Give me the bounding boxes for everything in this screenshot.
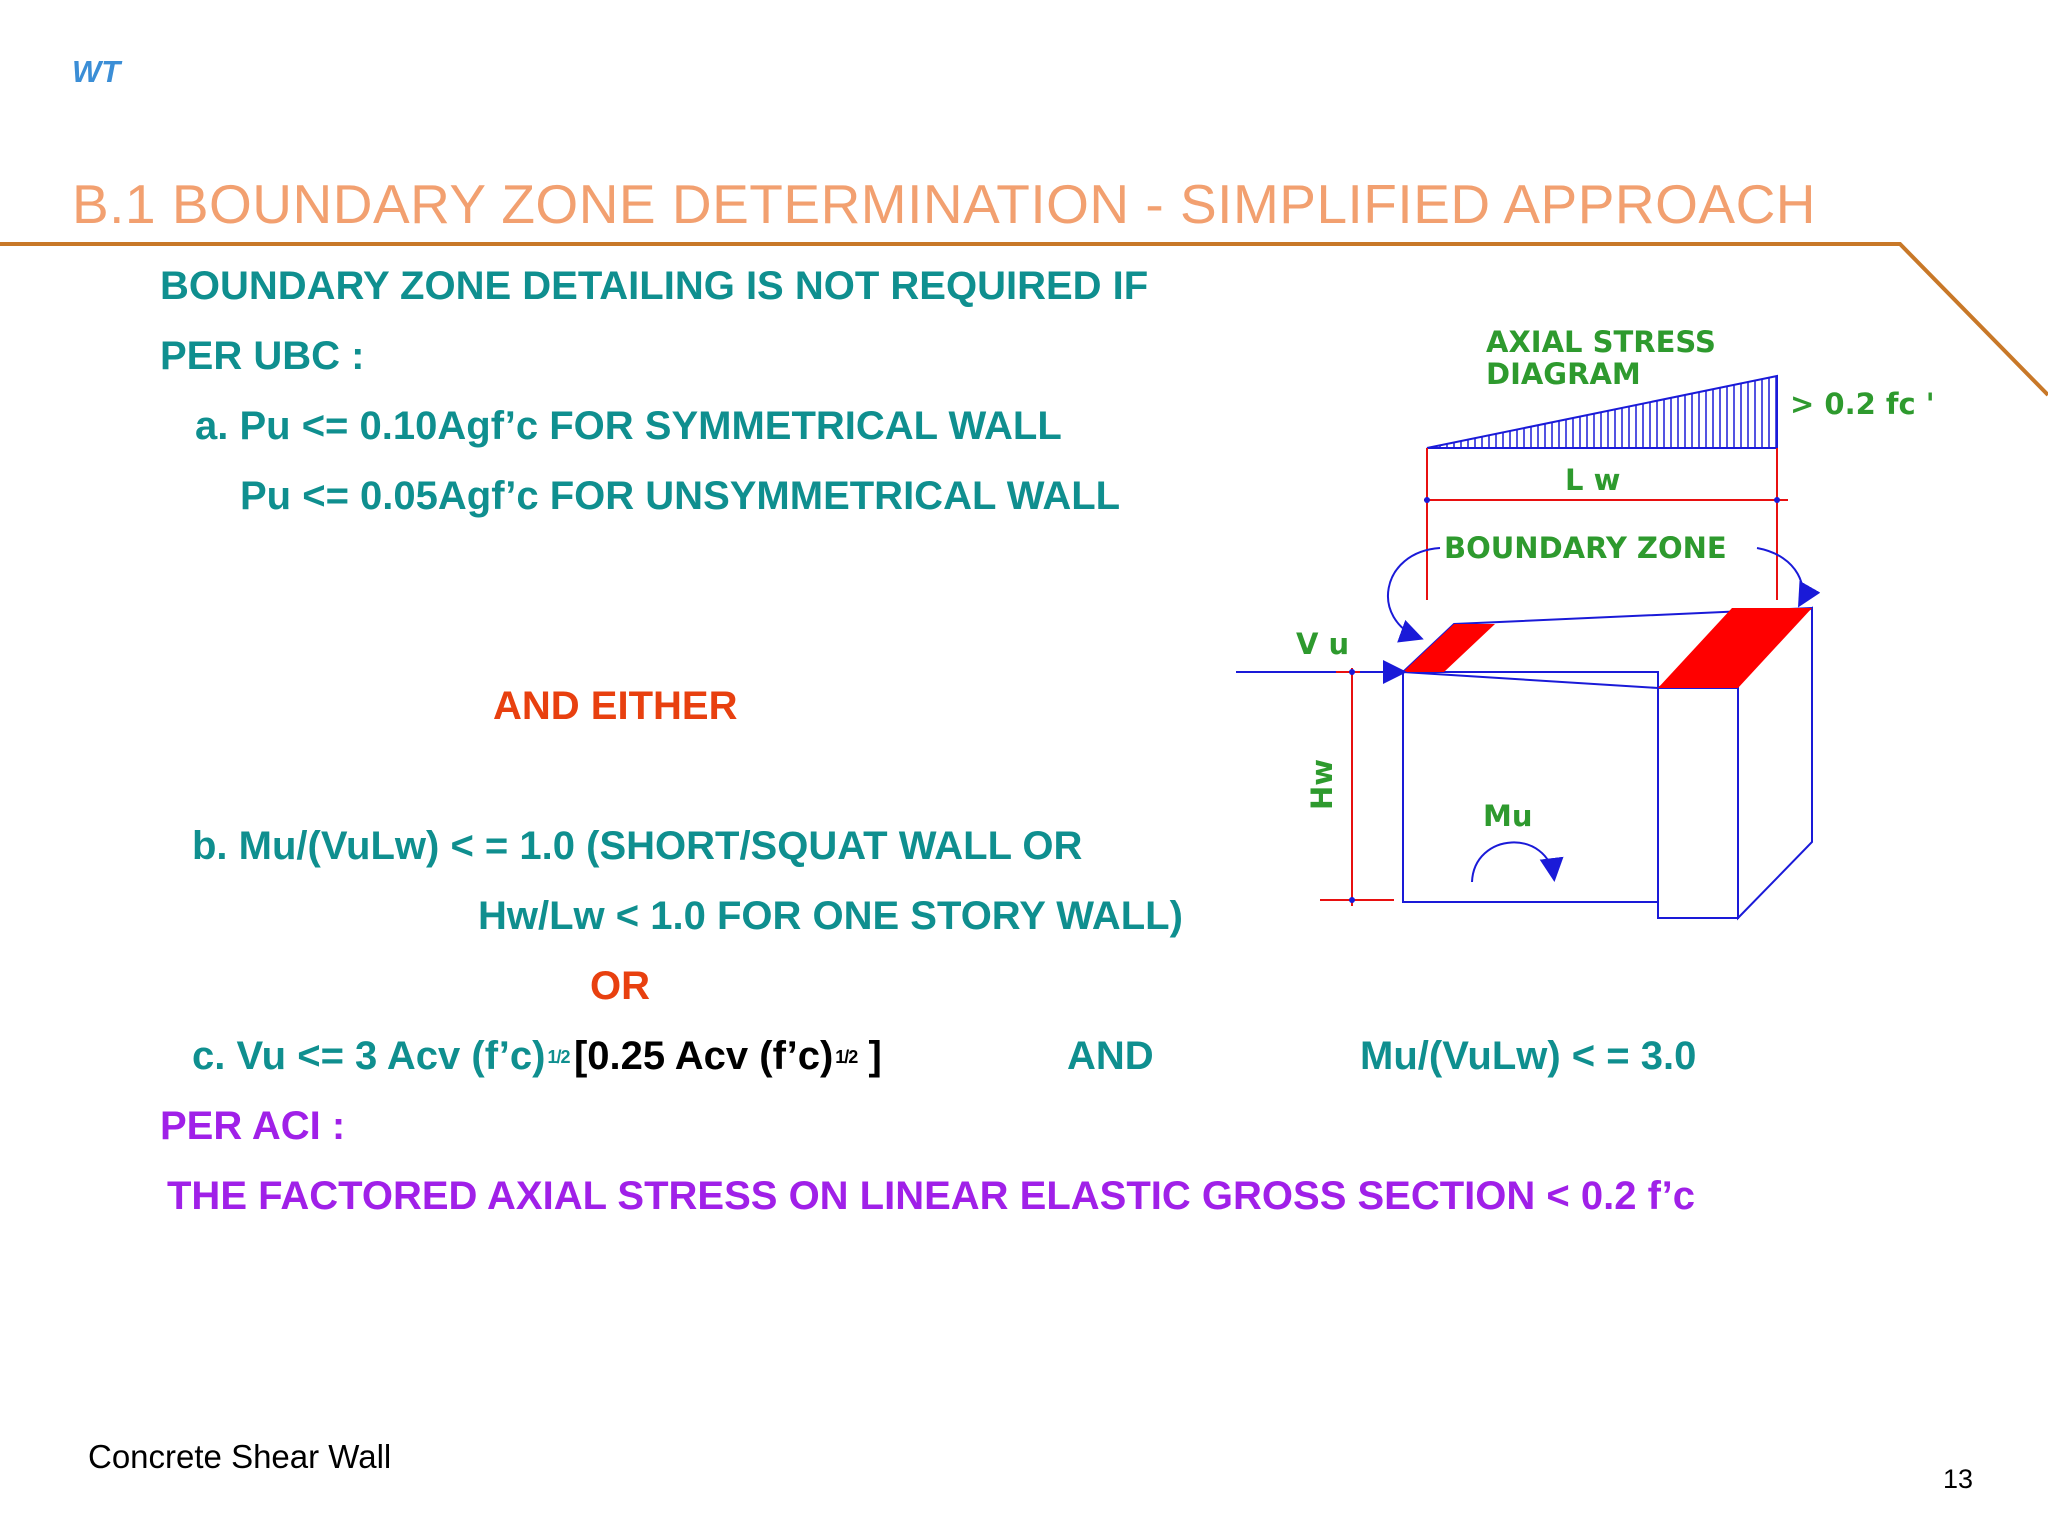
- label-boundary-zone: BOUNDARY ZONE: [1444, 531, 1727, 565]
- superscript-half-1: 1/2: [547, 1046, 570, 1067]
- label-mu: Mu: [1483, 799, 1533, 833]
- label-stress-limit: > 0.2 fc ': [1790, 387, 1935, 421]
- text-mu-condition: Mu/(VuLw) < = 3.0: [1360, 1034, 1697, 1078]
- text-and: AND: [1067, 1034, 1154, 1078]
- boundary-zone-right: [1658, 608, 1812, 688]
- text-condition-b1: b. Mu/(VuLw) < = 1.0 (SHORT/SQUAT WALL OR: [192, 824, 1083, 868]
- superscript-half-2: 1/2: [835, 1046, 858, 1067]
- boundary-zone-left: [1403, 624, 1495, 672]
- text-bracket-end: ]: [857, 1034, 882, 1078]
- text-condition-a2: Pu <= 0.05Agf’c FOR UNSYMMETRICAL WALL: [240, 474, 1121, 518]
- logo: WT: [72, 54, 121, 89]
- text-or: OR: [590, 964, 650, 1008]
- label-hw: Hw: [1305, 758, 1339, 810]
- footer-label: Concrete Shear Wall: [88, 1438, 392, 1475]
- mu-moment-arrow: [1472, 842, 1554, 882]
- label-diagram: DIAGRAM: [1486, 357, 1641, 391]
- label-vu: V u: [1296, 627, 1350, 661]
- text-per-ubc: PER UBC :: [160, 334, 365, 378]
- text-condition-a1: a. Pu <= 0.10Agf’c FOR SYMMETRICAL WALL: [195, 404, 1062, 448]
- text-condition-c-bracket: [0.25 Acv (f’c): [573, 1034, 834, 1078]
- boundary-arrow-right: [1757, 548, 1803, 604]
- label-lw: L w: [1565, 463, 1621, 497]
- boundary-arrow-left: [1388, 548, 1440, 638]
- label-axial-stress: AXIAL STRESS: [1486, 325, 1716, 359]
- text-line-1: BOUNDARY ZONE DETAILING IS NOT REQUIRED IF: [160, 264, 1149, 308]
- text-condition-c: c. Vu <= 3 Acv (f’c): [192, 1034, 546, 1078]
- text-aci-condition: THE FACTORED AXIAL STRESS ON LINEAR ELASTIC GROSS SECTION < 0.2 f’c: [167, 1174, 1695, 1218]
- slide-title: B.1 BOUNDARY ZONE DETERMINATION - SIMPLIFIED APPROACH: [72, 173, 1817, 235]
- text-per-aci: PER ACI :: [160, 1104, 346, 1148]
- text-condition-b2: Hw/Lw < 1.0 FOR ONE STORY WALL): [478, 894, 1183, 938]
- text-and-either: AND EITHER: [493, 684, 738, 728]
- page-number: 13: [1943, 1464, 1974, 1494]
